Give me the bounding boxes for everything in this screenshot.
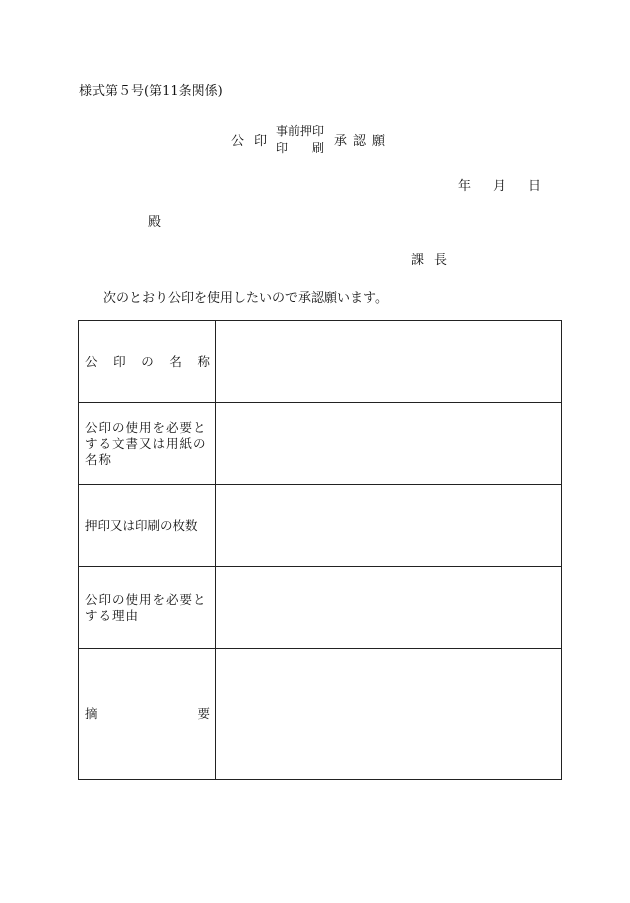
addressee: 殿 <box>148 215 162 230</box>
title-stack-top: 事前押印 <box>276 124 325 138</box>
date-line <box>458 175 541 194</box>
value-sheet-count[interactable] <box>216 485 562 567</box>
label-sheet-count <box>79 485 216 567</box>
title-right: 承認願 <box>334 134 392 149</box>
table-row <box>79 321 562 403</box>
label-document-name <box>79 403 216 485</box>
value-seal-name[interactable] <box>216 321 562 403</box>
date-year: 年 <box>458 179 472 194</box>
intro-text: 次のとおり公印を使用したいので承認願います。 <box>103 291 388 306</box>
title-stack-bottom <box>276 139 324 156</box>
reason-label: 公印の使用を必要とする理由 <box>85 591 207 623</box>
form-number: 様式第５号(第11条関係) <box>79 84 223 99</box>
remarks-char-1: 摘 <box>85 706 98 721</box>
remarks-char-2: 要 <box>197 706 210 721</box>
seal-name-char-1: 公 <box>85 353 98 369</box>
seal-name-char-2: 印 <box>113 353 126 369</box>
label-seal-name <box>79 321 216 403</box>
title-stack-bottom-a: 印 <box>276 141 289 155</box>
date-day: 日 <box>528 179 542 194</box>
remarks-label <box>85 706 210 722</box>
label-remarks <box>79 649 216 780</box>
title-left: 公印 <box>231 134 278 149</box>
document-name-label: 公印の使用を必要とする文書又は用紙の名称 <box>85 419 207 467</box>
table-row <box>79 403 562 485</box>
application-table <box>78 320 562 780</box>
date-month: 月 <box>493 179 507 194</box>
table-row <box>79 485 562 567</box>
seal-name-label <box>85 354 210 370</box>
value-reason[interactable] <box>216 567 562 649</box>
value-document-name[interactable] <box>216 403 562 485</box>
label-reason <box>79 567 216 649</box>
seal-name-char-3: の <box>141 353 154 369</box>
value-remarks[interactable] <box>216 649 562 780</box>
sheet-count-label: 押印又は印刷の枚数 <box>85 517 198 533</box>
seal-name-char-4: 名 <box>169 353 182 369</box>
sender-title: 課長 <box>411 253 458 268</box>
title-stack-bottom-b: 刷 <box>312 141 325 155</box>
seal-name-char-5: 称 <box>197 353 210 369</box>
table-row <box>79 567 562 649</box>
table-row <box>79 649 562 780</box>
